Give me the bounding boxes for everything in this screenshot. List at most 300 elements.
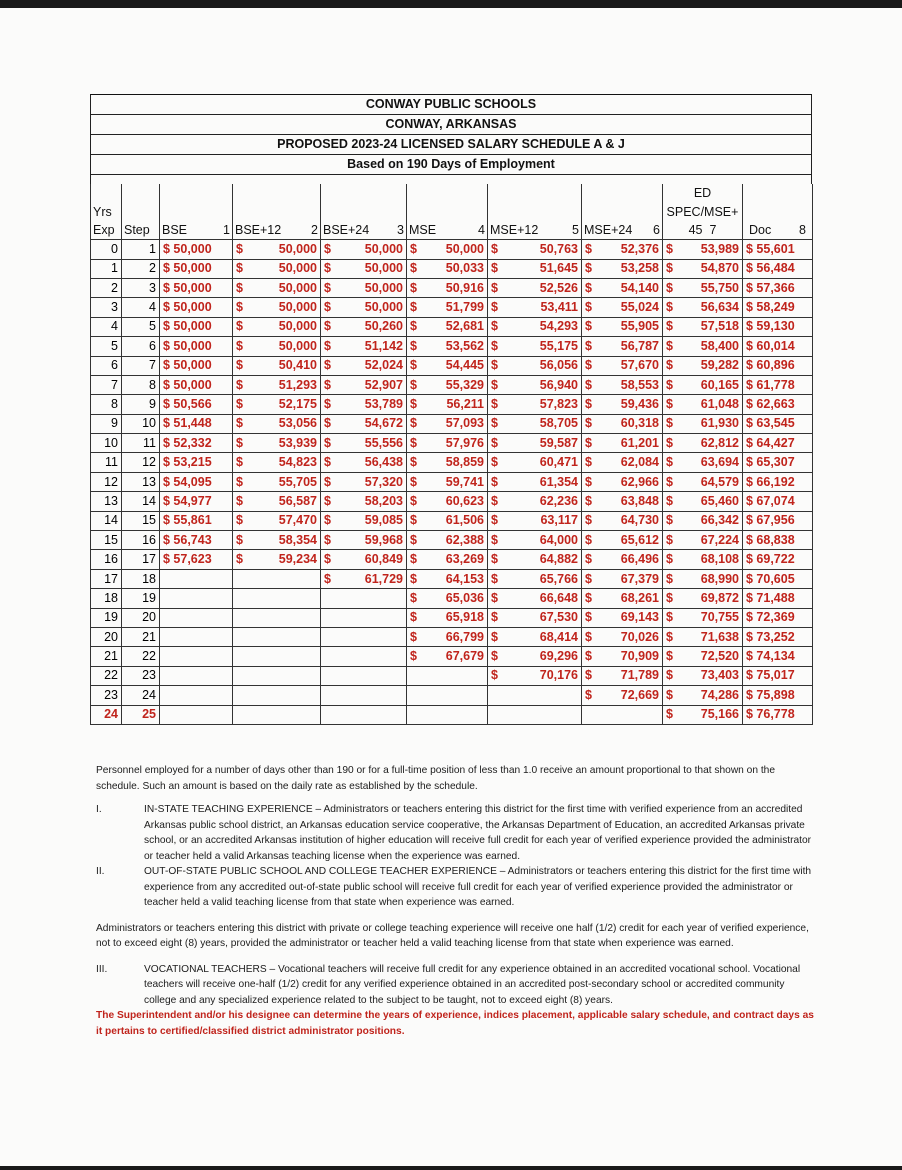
salary-cell: $ 65,612 — [582, 531, 663, 550]
table-row — [91, 434, 813, 453]
step-cell: 18 — [122, 569, 160, 588]
salary-cell: $ 50,916 — [407, 278, 488, 297]
salary-cell: $ 57,366 — [743, 278, 813, 297]
salary-cell: $ 59,085 — [321, 511, 407, 530]
salary-cell: $ 63,545 — [743, 414, 813, 433]
table-row — [91, 627, 813, 646]
salary-cell — [160, 686, 233, 705]
salary-cell — [321, 627, 407, 646]
salary-cell: $ 68,261 — [582, 589, 663, 608]
col-mse24-header: MSE+24 6 — [584, 223, 660, 238]
salary-cell: $ 75,166 — [663, 705, 743, 724]
salary-cell — [407, 705, 488, 724]
salary-rows — [91, 240, 813, 725]
salary-cell: $ 51,448 — [160, 414, 233, 433]
salary-cell: $ 72,520 — [663, 647, 743, 666]
salary-cell: $ 57,823 — [488, 395, 582, 414]
exp-cell: 5 — [91, 337, 122, 356]
exp-cell: 23 — [91, 686, 122, 705]
salary-cell: $ 66,342 — [663, 511, 743, 530]
table-row — [91, 259, 813, 278]
salary-cell: $ 56,787 — [582, 337, 663, 356]
salary-cell: $ 50,000 — [233, 278, 321, 297]
salary-cell: $ 75,017 — [743, 666, 813, 685]
salary-cell: $ 58,705 — [488, 414, 582, 433]
salary-cell: $ 73,403 — [663, 666, 743, 685]
salary-cell: $ 50,763 — [488, 240, 582, 259]
salary-cell: $ 71,789 — [582, 666, 663, 685]
salary-cell: $ 70,755 — [663, 608, 743, 627]
step-cell: 7 — [122, 356, 160, 375]
salary-cell — [233, 705, 321, 724]
salary-cell: $ 56,056 — [488, 356, 582, 375]
salary-cell: $ 58,249 — [743, 298, 813, 317]
exp-cell: 22 — [91, 666, 122, 685]
salary-cell: $ 65,307 — [743, 453, 813, 472]
salary-cell: $ 58,553 — [582, 375, 663, 394]
salary-cell: $ 57,320 — [321, 472, 407, 491]
step-cell: 16 — [122, 531, 160, 550]
document-page — [0, 8, 902, 1166]
salary-cell: $ 57,093 — [407, 414, 488, 433]
step-cell: 20 — [122, 608, 160, 627]
salary-cell: $ 74,286 — [663, 686, 743, 705]
salary-cell: $ 55,175 — [488, 337, 582, 356]
salary-cell: $ 59,234 — [233, 550, 321, 569]
salary-cell: $ 76,778 — [743, 705, 813, 724]
salary-cell: $ 59,282 — [663, 356, 743, 375]
salary-cell: $ 52,526 — [488, 278, 582, 297]
col-spec-label: SPEC/MSE+ — [663, 202, 743, 220]
salary-cell: $ 50,410 — [233, 356, 321, 375]
salary-cell: $ 50,000 — [160, 375, 233, 394]
salary-cell — [160, 589, 233, 608]
salary-cell: $ 68,414 — [488, 627, 582, 646]
salary-cell: $ 69,872 — [663, 589, 743, 608]
exp-cell: 24 — [91, 705, 122, 724]
salary-cell: $ 70,909 — [582, 647, 663, 666]
salary-cell — [321, 608, 407, 627]
salary-cell: $ 52,332 — [160, 434, 233, 453]
salary-cell: $ 52,376 — [582, 240, 663, 259]
salary-cell: $ 52,024 — [321, 356, 407, 375]
exp-cell: 15 — [91, 531, 122, 550]
salary-cell: $ 50,000 — [160, 298, 233, 317]
salary-cell: $ 61,729 — [321, 569, 407, 588]
exp-cell: 3 — [91, 298, 122, 317]
table-row — [91, 647, 813, 666]
salary-cell: $ 65,766 — [488, 569, 582, 588]
salary-cell — [488, 705, 582, 724]
salary-cell: $ 64,153 — [407, 569, 488, 588]
salary-cell: $ 62,388 — [407, 531, 488, 550]
salary-cell: $ 67,679 — [407, 647, 488, 666]
col-bse12-header: BSE+12 2 — [235, 223, 318, 238]
step-cell: 9 — [122, 395, 160, 414]
salary-cell: $ 56,634 — [663, 298, 743, 317]
salary-cell: $ 50,000 — [160, 278, 233, 297]
salary-cell: $ 50,000 — [321, 240, 407, 259]
salary-cell: $ 55,556 — [321, 434, 407, 453]
step-cell: 17 — [122, 550, 160, 569]
col-doc-header: Doc 8 — [749, 223, 806, 238]
salary-cell: $ 60,014 — [743, 337, 813, 356]
salary-cell: $ 63,848 — [582, 492, 663, 511]
salary-cell: $ 59,436 — [582, 395, 663, 414]
salary-cell: $ 51,293 — [233, 375, 321, 394]
step-cell: 13 — [122, 472, 160, 491]
step-cell: 1 — [122, 240, 160, 259]
salary-cell: $ 53,258 — [582, 259, 663, 278]
table-row — [91, 375, 813, 394]
salary-cell: $ 50,000 — [233, 337, 321, 356]
salary-cell: $ 70,026 — [582, 627, 663, 646]
salary-cell: $ 50,260 — [321, 317, 407, 336]
table-row — [91, 453, 813, 472]
salary-cell: $ 55,750 — [663, 278, 743, 297]
table-row — [91, 414, 813, 433]
salary-cell: $ 56,587 — [233, 492, 321, 511]
salary-cell: $ 51,645 — [488, 259, 582, 278]
salary-cell: $ 50,000 — [160, 240, 233, 259]
salary-cell: $ 65,036 — [407, 589, 488, 608]
salary-cell — [407, 666, 488, 685]
salary-cell: $ 55,024 — [582, 298, 663, 317]
salary-cell — [160, 705, 233, 724]
note-in-state: I. IN-STATE TEACHING EXPERIENCE – Administrators or teachers entering this district for the first time with verified experience from an accredited Arkansas public school district, an Arkansas education service cooperative, the Arkansas Department of Education, an accredited Arkansas private school, or an accredited Arkansas institution of higher education will receive full credit for each year of verified experience provided the administrator or teacher held a valid Arkansas teaching license when the experience was earned. — [96, 804, 812, 862]
header-spacer — [90, 174, 812, 184]
exp-cell: 0 — [91, 240, 122, 259]
salary-cell: $ 61,778 — [743, 375, 813, 394]
salary-cell: $ 50,000 — [160, 356, 233, 375]
salary-cell — [407, 686, 488, 705]
salary-cell: $ 50,000 — [233, 298, 321, 317]
salary-cell: $ 57,670 — [582, 356, 663, 375]
salary-cell: $ 50,000 — [407, 240, 488, 259]
salary-cell: $ 62,084 — [582, 453, 663, 472]
step-cell: 24 — [122, 686, 160, 705]
salary-cell: $ 64,579 — [663, 472, 743, 491]
salary-cell: $ 56,211 — [407, 395, 488, 414]
salary-cell: $ 69,722 — [743, 550, 813, 569]
table-row — [91, 666, 813, 685]
table-row — [91, 278, 813, 297]
salary-cell: $ 50,000 — [233, 317, 321, 336]
salary-cell: $ 54,140 — [582, 278, 663, 297]
exp-cell: 6 — [91, 356, 122, 375]
salary-cell: $ 72,369 — [743, 608, 813, 627]
salary-cell — [233, 589, 321, 608]
salary-cell: $ 63,117 — [488, 511, 582, 530]
prorate-note: Personnel employed for a number of days other than 190 or for a full-time position of less than 1.0 receive an amount proportional to that shown on the schedule. Such an amount is based on the daily rate as established by the schedule. — [96, 765, 776, 792]
step-cell: 4 — [122, 298, 160, 317]
salary-cell — [488, 686, 582, 705]
salary-table — [90, 184, 813, 725]
step-cell: 25 — [122, 705, 160, 724]
salary-cell: $ 67,379 — [582, 569, 663, 588]
salary-cell: $ 61,930 — [663, 414, 743, 433]
salary-cell: $ 66,496 — [582, 550, 663, 569]
salary-cell: $ 54,445 — [407, 356, 488, 375]
salary-schedule — [90, 94, 812, 725]
note-out-of-state: II. OUT-OF-STATE PUBLIC SCHOOL AND COLLEGE TEACHER EXPERIENCE – Administrators or teachers entering this district for the first time with experience from any accredited out-of-state public school will receive full credit for each year of verified experience provided the administrator or teacher held a valid teaching license from that state when experience was earned. — [96, 866, 812, 908]
salary-cell: $ 59,741 — [407, 472, 488, 491]
exp-cell: 2 — [91, 278, 122, 297]
district-name: CONWAY PUBLIC SCHOOLS — [90, 94, 812, 114]
exp-cell: 16 — [91, 550, 122, 569]
salary-cell: $ 60,623 — [407, 492, 488, 511]
step-cell: 14 — [122, 492, 160, 511]
salary-cell — [321, 666, 407, 685]
salary-cell — [233, 569, 321, 588]
salary-cell: $ 50,000 — [233, 259, 321, 278]
salary-cell — [233, 666, 321, 685]
salary-cell: $ 60,896 — [743, 356, 813, 375]
salary-cell: $ 66,799 — [407, 627, 488, 646]
exp-cell: 7 — [91, 375, 122, 394]
salary-cell: $ 61,048 — [663, 395, 743, 414]
salary-cell: $ 64,882 — [488, 550, 582, 569]
salary-cell: $ 53,215 — [160, 453, 233, 472]
step-cell: 21 — [122, 627, 160, 646]
table-row — [91, 337, 813, 356]
salary-cell: $ 53,939 — [233, 434, 321, 453]
exp-cell: 1 — [91, 259, 122, 278]
salary-cell: $ 57,623 — [160, 550, 233, 569]
salary-cell: $ 53,411 — [488, 298, 582, 317]
salary-cell: $ 57,976 — [407, 434, 488, 453]
salary-cell: $ 61,506 — [407, 511, 488, 530]
exp-cell: 10 — [91, 434, 122, 453]
salary-cell: $ 50,000 — [160, 317, 233, 336]
exp-cell: 11 — [91, 453, 122, 472]
salary-cell — [321, 647, 407, 666]
policy-notes — [96, 763, 814, 1039]
salary-cell: $ 63,694 — [663, 453, 743, 472]
exp-cell: 19 — [91, 608, 122, 627]
schedule-title: PROPOSED 2023-24 LICENSED SALARY SCHEDULE A & J — [90, 134, 812, 154]
exp-cell: 12 — [91, 472, 122, 491]
salary-cell — [160, 627, 233, 646]
salary-cell: $ 67,530 — [488, 608, 582, 627]
salary-cell: $ 64,730 — [582, 511, 663, 530]
table-row — [91, 589, 813, 608]
salary-cell: $ 53,562 — [407, 337, 488, 356]
step-cell: 2 — [122, 259, 160, 278]
salary-cell — [160, 647, 233, 666]
exp-cell: 13 — [91, 492, 122, 511]
exp-cell: 9 — [91, 414, 122, 433]
step-cell: 12 — [122, 453, 160, 472]
salary-cell — [160, 569, 233, 588]
step-cell: 19 — [122, 589, 160, 608]
salary-cell: $ 53,056 — [233, 414, 321, 433]
exp-cell: 8 — [91, 395, 122, 414]
district-location: CONWAY, ARKANSAS — [90, 114, 812, 134]
salary-cell: $ 68,108 — [663, 550, 743, 569]
step-cell: 10 — [122, 414, 160, 433]
exp-cell: 14 — [91, 511, 122, 530]
salary-cell: $ 71,488 — [743, 589, 813, 608]
salary-cell: $ 51,142 — [321, 337, 407, 356]
salary-cell: $ 60,471 — [488, 453, 582, 472]
superintendent-note: The Superintendent and/or his designee can determine the years of experience, indices placement, applicable salary schedule, and contract days as it pertains to certified/classified district administrator positions. — [96, 1010, 814, 1037]
salary-cell: $ 67,074 — [743, 492, 813, 511]
salary-cell: $ 65,460 — [663, 492, 743, 511]
salary-cell: $ 50,000 — [321, 259, 407, 278]
salary-cell: $ 68,838 — [743, 531, 813, 550]
salary-cell: $ 70,605 — [743, 569, 813, 588]
col-step-header: Step — [122, 221, 160, 240]
step-cell: 23 — [122, 666, 160, 685]
table-row — [91, 705, 813, 724]
table-row — [91, 492, 813, 511]
table-row — [91, 240, 813, 259]
step-cell: 5 — [122, 317, 160, 336]
salary-cell — [321, 705, 407, 724]
salary-cell: $ 69,143 — [582, 608, 663, 627]
col-exp-header: Exp — [91, 221, 122, 240]
step-cell: 6 — [122, 337, 160, 356]
salary-cell — [160, 608, 233, 627]
salary-cell — [233, 627, 321, 646]
step-cell: 11 — [122, 434, 160, 453]
table-row — [91, 531, 813, 550]
table-row — [91, 686, 813, 705]
table-row — [91, 511, 813, 530]
salary-cell — [321, 589, 407, 608]
table-row — [91, 395, 813, 414]
exp-cell: 18 — [91, 589, 122, 608]
table-row — [91, 472, 813, 491]
salary-cell: $ 53,989 — [663, 240, 743, 259]
salary-cell: $ 65,918 — [407, 608, 488, 627]
salary-cell: $ 56,940 — [488, 375, 582, 394]
salary-cell: $ 50,000 — [160, 259, 233, 278]
salary-cell: $ 54,870 — [663, 259, 743, 278]
salary-cell: $ 50,000 — [321, 278, 407, 297]
col-ed-label: ED — [663, 184, 743, 202]
salary-cell: $ 58,400 — [663, 337, 743, 356]
salary-cell: $ 61,201 — [582, 434, 663, 453]
salary-cell: $ 64,000 — [488, 531, 582, 550]
salary-cell: $ 56,438 — [321, 453, 407, 472]
salary-cell: $ 62,236 — [488, 492, 582, 511]
salary-cell — [160, 666, 233, 685]
salary-cell: $ 59,587 — [488, 434, 582, 453]
salary-cell: $ 61,354 — [488, 472, 582, 491]
salary-cell: $ 50,000 — [321, 298, 407, 317]
salary-cell: $ 58,203 — [321, 492, 407, 511]
step-cell: 22 — [122, 647, 160, 666]
salary-cell: $ 52,907 — [321, 375, 407, 394]
salary-cell: $ 62,966 — [582, 472, 663, 491]
salary-cell — [321, 686, 407, 705]
salary-cell: $ 54,095 — [160, 472, 233, 491]
salary-cell: $ 57,470 — [233, 511, 321, 530]
salary-cell: $ 66,648 — [488, 589, 582, 608]
note-private-experience: Administrators or teachers entering this district with private or college teaching experience will receive one half (1/2) credit for each year of verified experience, not to exceed eight (8) years, provided the administrator or teacher held a valid teaching license from that state when experience was earned. — [96, 922, 809, 949]
salary-cell: $ 56,743 — [160, 531, 233, 550]
salary-cell: $ 67,956 — [743, 511, 813, 530]
salary-cell: $ 57,518 — [663, 317, 743, 336]
col-mse-header: MSE 4 — [409, 223, 485, 238]
exp-cell: 20 — [91, 627, 122, 646]
salary-cell: $ 70,176 — [488, 666, 582, 685]
salary-cell: $ 68,990 — [663, 569, 743, 588]
salary-cell: $ 52,175 — [233, 395, 321, 414]
salary-cell: $ 50,033 — [407, 259, 488, 278]
salary-cell: $ 74,134 — [743, 647, 813, 666]
salary-cell: $ 67,224 — [663, 531, 743, 550]
col-edspec-header: 45 7 — [688, 223, 717, 238]
col-bse24-header: BSE+24 3 — [323, 223, 404, 238]
step-cell: 8 — [122, 375, 160, 394]
salary-cell: $ 62,812 — [663, 434, 743, 453]
salary-cell — [233, 608, 321, 627]
note-vocational: III. VOCATIONAL TEACHERS – Vocational teachers will receive full credit for any experience obtained in an accredited vocational school. Vocational teachers will receive one-half (1/2) credit for any verified experience obtained in an accredited post-secondary school or accredited community college and any specialized experience related to the subject to be taught, not to exceed eight (8) years. — [96, 963, 801, 1006]
col-mse12-header: MSE+12 5 — [490, 223, 579, 238]
table-row — [91, 608, 813, 627]
salary-cell: $ 50,566 — [160, 395, 233, 414]
col-yrs-label: Yrs — [91, 202, 122, 220]
col-bse-header: BSE 1 — [162, 223, 230, 238]
table-row — [91, 356, 813, 375]
salary-cell: $ 62,663 — [743, 395, 813, 414]
salary-cell: $ 59,968 — [321, 531, 407, 550]
salary-cell: $ 64,427 — [743, 434, 813, 453]
step-cell: 15 — [122, 511, 160, 530]
salary-cell: $ 50,000 — [160, 337, 233, 356]
salary-cell: $ 50,000 — [233, 240, 321, 259]
salary-cell: $ 60,849 — [321, 550, 407, 569]
step-cell: 3 — [122, 278, 160, 297]
table-row — [91, 298, 813, 317]
salary-cell: $ 71,638 — [663, 627, 743, 646]
salary-cell: $ 55,905 — [582, 317, 663, 336]
salary-cell: $ 58,354 — [233, 531, 321, 550]
salary-cell: $ 58,859 — [407, 453, 488, 472]
salary-cell: $ 59,130 — [743, 317, 813, 336]
table-row — [91, 317, 813, 336]
salary-cell: $ 73,252 — [743, 627, 813, 646]
salary-cell: $ 75,898 — [743, 686, 813, 705]
salary-cell: $ 69,296 — [488, 647, 582, 666]
salary-cell: $ 66,192 — [743, 472, 813, 491]
exp-cell: 17 — [91, 569, 122, 588]
salary-cell: $ 60,165 — [663, 375, 743, 394]
salary-cell: $ 51,799 — [407, 298, 488, 317]
salary-cell: $ 54,977 — [160, 492, 233, 511]
salary-cell: $ 72,669 — [582, 686, 663, 705]
salary-cell: $ 55,705 — [233, 472, 321, 491]
salary-cell: $ 52,681 — [407, 317, 488, 336]
salary-cell: $ 55,601 — [743, 240, 813, 259]
salary-cell: $ 60,318 — [582, 414, 663, 433]
salary-cell — [233, 686, 321, 705]
exp-cell: 21 — [91, 647, 122, 666]
table-row — [91, 550, 813, 569]
salary-cell: $ 54,293 — [488, 317, 582, 336]
exp-cell: 4 — [91, 317, 122, 336]
salary-cell — [233, 647, 321, 666]
salary-cell: $ 56,484 — [743, 259, 813, 278]
table-row — [91, 569, 813, 588]
schedule-subtitle: Based on 190 Days of Employment — [90, 154, 812, 174]
salary-cell: $ 53,789 — [321, 395, 407, 414]
salary-cell — [582, 705, 663, 724]
salary-cell: $ 63,269 — [407, 550, 488, 569]
